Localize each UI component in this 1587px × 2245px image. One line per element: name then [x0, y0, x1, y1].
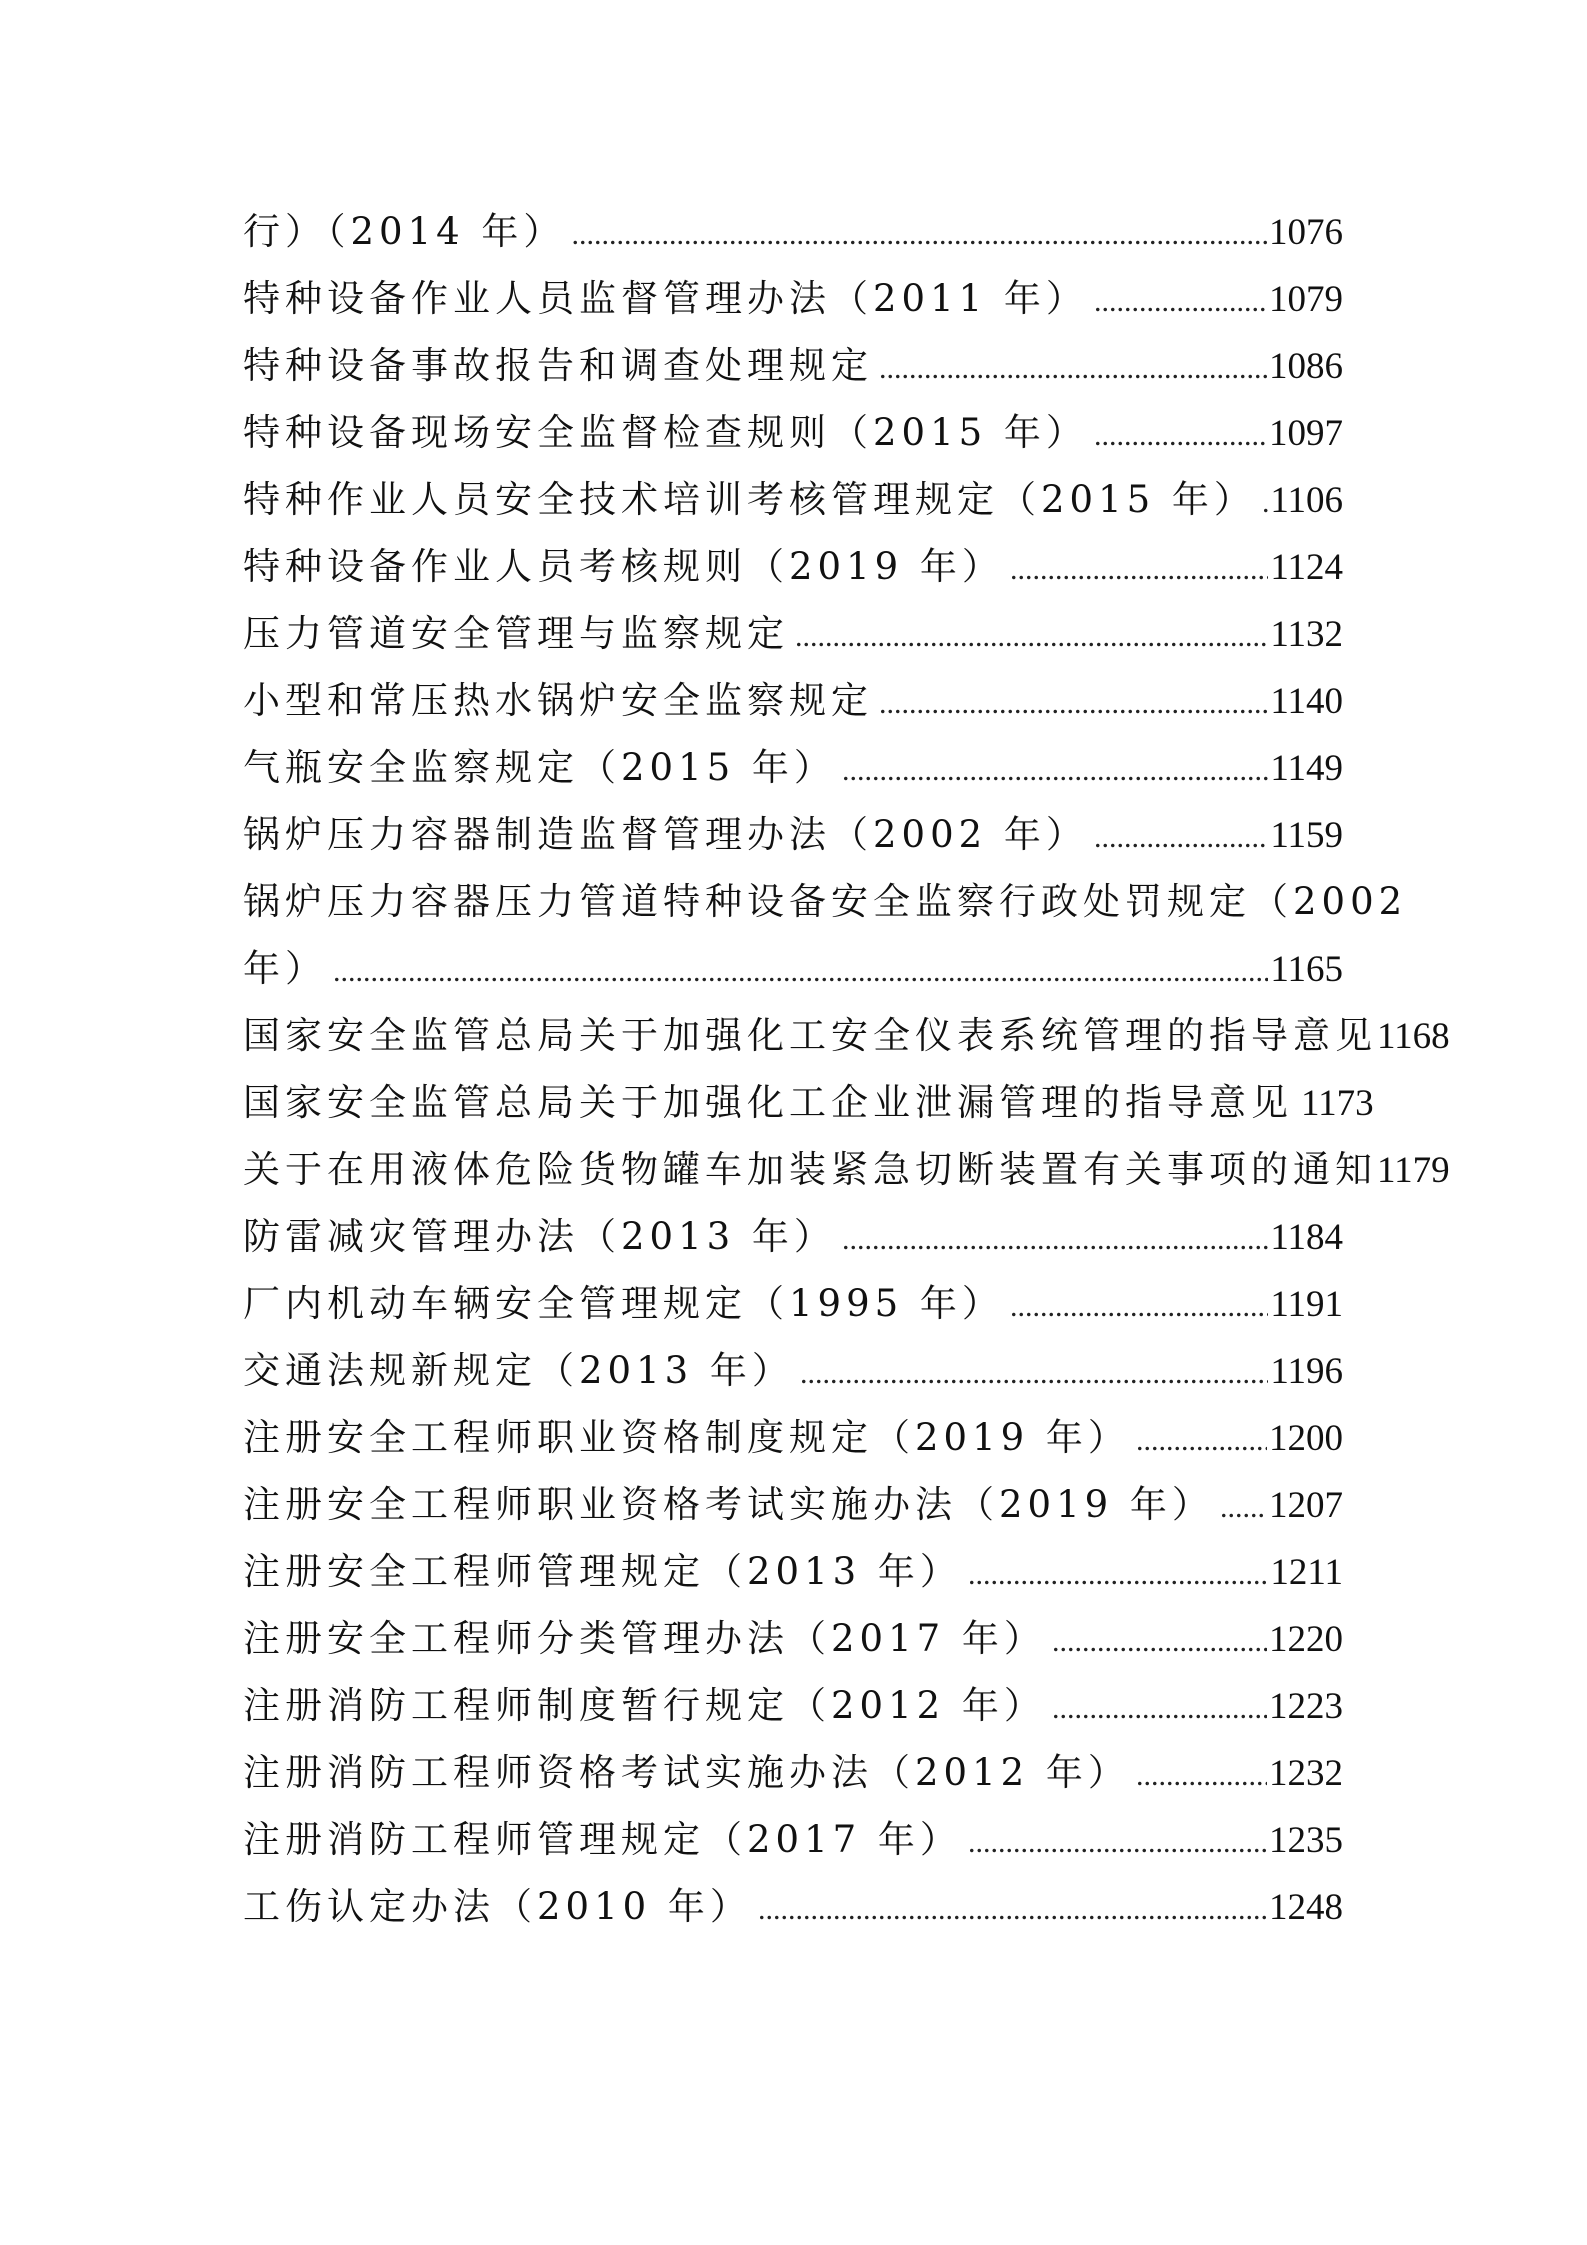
toc-leader-dots: [1010, 1278, 1268, 1336]
toc-page-number: 1079: [1269, 279, 1343, 320]
toc-entry[interactable]: [243, 739, 1343, 806]
toc-page-number: 1248: [1269, 1887, 1343, 1928]
toc-page-number: 1223: [1269, 1686, 1343, 1727]
toc-page-number: 1211: [1270, 1552, 1343, 1593]
toc-entry-title: 特种设备事故报告和调查处理规定: [243, 344, 873, 387]
toc-entry[interactable]: [243, 605, 1343, 672]
toc-entry[interactable]: [243, 1610, 1343, 1677]
toc-entry-title: 交通法规新规定（2013 年）: [243, 1349, 794, 1392]
table-of-contents: [243, 203, 1450, 1945]
toc-entry[interactable]: [243, 806, 1343, 873]
toc-entry[interactable]: [243, 1677, 1343, 1744]
toc-leader-dots: [968, 1814, 1267, 1872]
toc-leader-dots: [1052, 1613, 1267, 1671]
toc-entry[interactable]: [243, 538, 1343, 605]
toc-entry[interactable]: [243, 270, 1343, 337]
toc-leader-dots: [1094, 407, 1267, 465]
toc-leader-dots: [1262, 474, 1268, 532]
toc-leader-dots: [879, 675, 1268, 733]
toc-leader-dots: [795, 608, 1268, 666]
toc-leader-dots: [879, 340, 1267, 398]
toc-entry-title: 工伤认定办法（2010 年）: [243, 1885, 752, 1928]
toc-page-number: 1165: [1270, 949, 1343, 990]
toc-page-number: 1168: [1377, 1016, 1450, 1057]
toc-entry-title: 注册安全工程师职业资格制度规定（2019 年）: [243, 1416, 1130, 1459]
toc-entry-title: 国家安全监管总局关于加强化工企业泄漏管理的指导意见: [243, 1081, 1293, 1124]
toc-entry-title: 特种设备作业人员监督管理办法（2011 年）: [243, 277, 1088, 320]
toc-page-number: 1106: [1270, 480, 1343, 521]
toc-entry[interactable]: [243, 471, 1343, 538]
toc-leader-dots: [758, 1881, 1267, 1939]
toc-entry-title: 注册安全工程师分类管理办法（2017 年）: [243, 1617, 1046, 1660]
toc-entry[interactable]: [243, 1141, 1450, 1208]
toc-leader-dots: [842, 742, 1268, 800]
toc-leader-dots: [842, 1211, 1268, 1269]
toc-entry[interactable]: [243, 1342, 1343, 1409]
toc-page-number: 1149: [1270, 748, 1343, 789]
toc-entry[interactable]: [243, 1007, 1450, 1074]
toc-entry-title: 锅炉压力容器制造监督管理办法（2002 年）: [243, 813, 1088, 856]
toc-entry-title: 国家安全监管总局关于加强化工安全仪表系统管理的指导意见: [243, 1014, 1377, 1057]
toc-page-number: 1097: [1269, 413, 1343, 454]
toc-entry[interactable]: [243, 1275, 1343, 1342]
toc-entry-title: 注册安全工程师职业资格考试实施办法（2019 年）: [243, 1483, 1214, 1526]
toc-page-number: 1200: [1269, 1418, 1343, 1459]
toc-entry[interactable]: [243, 404, 1343, 471]
toc-entry-title: 行）（2014 年）: [243, 210, 566, 253]
toc-entry-title: 气瓶安全监察规定（2015 年）: [243, 746, 836, 789]
toc-entry[interactable]: [243, 1476, 1343, 1543]
toc-page-number: 1140: [1270, 681, 1343, 722]
toc-entry-title: 特种设备作业人员考核规则（2019 年）: [243, 545, 1004, 588]
toc-entry[interactable]: [243, 1543, 1343, 1610]
toc-entry[interactable]: [243, 337, 1343, 404]
toc-entry-title-line1: 锅炉压力容器压力管道特种设备安全监察行政处罚规定（2002: [243, 880, 1408, 923]
toc-leader-dots: [1052, 1680, 1267, 1738]
toc-leader-dots: [1136, 1747, 1267, 1805]
toc-entry[interactable]: [243, 1744, 1343, 1811]
toc-entry[interactable]: [243, 1878, 1343, 1945]
toc-entry[interactable]: [243, 1811, 1343, 1878]
toc-entry[interactable]: [243, 672, 1343, 739]
toc-page-number: 1132: [1270, 614, 1343, 655]
toc-leader-dots: [333, 943, 1268, 1001]
toc-page-number: 1076: [1269, 212, 1343, 253]
toc-entry-title: 特种设备现场安全监督检查规则（2015 年）: [243, 411, 1088, 454]
toc-entry-title: 特种作业人员安全技术培训考核管理规定（2015 年）: [243, 478, 1256, 521]
toc-page-number: 1235: [1269, 1820, 1343, 1861]
toc-page-number: 1232: [1269, 1753, 1343, 1794]
toc-entry-title: 注册安全工程师管理规定（2013 年）: [243, 1550, 962, 1593]
toc-leader-dots: [1220, 1479, 1267, 1537]
toc-entry-title: 压力管道安全管理与监察规定: [243, 612, 789, 655]
toc-entry[interactable]: [243, 873, 1408, 1007]
toc-leader-dots: [968, 1546, 1268, 1604]
toc-entry-title: 注册消防工程师制度暂行规定（2012 年）: [243, 1684, 1046, 1727]
toc-leader-dots: [571, 206, 1267, 264]
toc-entry-title: 厂内机动车辆安全管理规定（1995 年）: [243, 1282, 1004, 1325]
toc-page-number: 1173: [1301, 1083, 1374, 1124]
toc-entry[interactable]: [243, 203, 1343, 270]
toc-entry-title: 年）: [243, 947, 327, 990]
toc-entry-title: 防雷减灾管理办法（2013 年）: [243, 1215, 836, 1258]
toc-entry[interactable]: [243, 1208, 1343, 1275]
toc-entry[interactable]: [243, 1409, 1343, 1476]
toc-page-number: 1220: [1269, 1619, 1343, 1660]
toc-leader-dots: [1094, 273, 1267, 331]
toc-leader-dots: [1010, 541, 1268, 599]
toc-page-number: 1191: [1270, 1284, 1343, 1325]
toc-leader-dots: [1094, 809, 1268, 867]
toc-page-number: 1184: [1270, 1217, 1343, 1258]
toc-entry-title: 注册消防工程师资格考试实施办法（2012 年）: [243, 1751, 1130, 1794]
toc-page-number: 1159: [1270, 815, 1343, 856]
toc-entry[interactable]: [243, 1074, 1374, 1141]
toc-entry-title: 注册消防工程师管理规定（2017 年）: [243, 1818, 962, 1861]
toc-page-number: 1179: [1377, 1150, 1450, 1191]
toc-page-number: 1207: [1269, 1485, 1343, 1526]
toc-page-number: 1086: [1269, 346, 1343, 387]
toc-page-number: 1196: [1270, 1351, 1343, 1392]
toc-page-number: 1124: [1270, 547, 1343, 588]
toc-leader-dots: [1136, 1412, 1267, 1470]
toc-entry-title: 关于在用液体危险货物罐车加装紧急切断装置有关事项的通知: [243, 1148, 1377, 1191]
toc-leader-dots: [800, 1345, 1268, 1403]
toc-entry-title: 小型和常压热水锅炉安全监察规定: [243, 679, 873, 722]
